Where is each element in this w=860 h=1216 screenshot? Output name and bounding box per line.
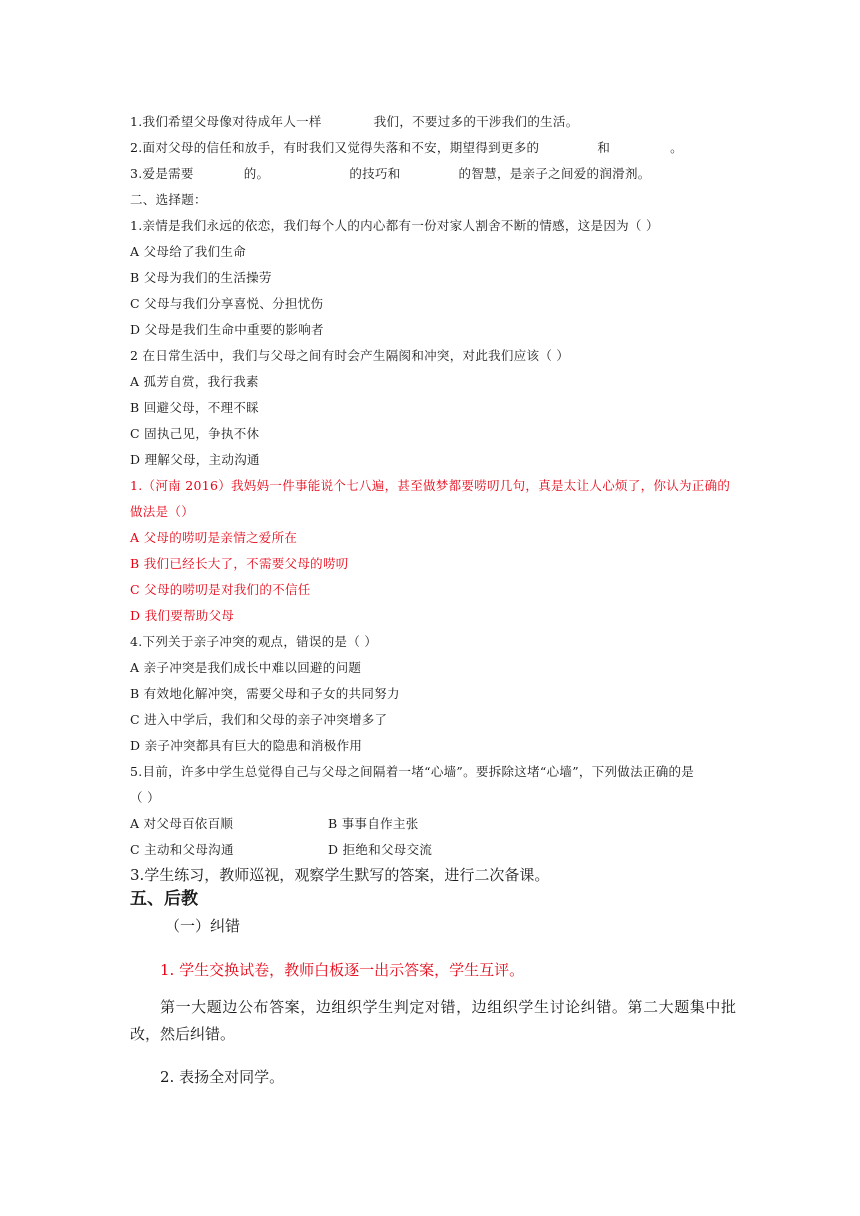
- section-heading-choice: 二、选择题：: [130, 192, 207, 207]
- question-3-stem-line-2: 做法是（）: [130, 504, 195, 519]
- fill-q1-text-a: 1.我们希望父母像对待成年人一样: [130, 114, 322, 129]
- question-4-stem: 4.下列关于亲子冲突的观点，错误的是（ ）: [130, 634, 378, 649]
- question-5-stem-line-2: （ ）: [130, 790, 160, 805]
- fill-q2-text-c: 。: [670, 140, 683, 155]
- question-2-option-d: D 理解父母，主动沟通: [130, 452, 260, 467]
- correction-paragraph: 第一大题边公布答案，边组织学生判定对错，边组织学生讨论纠错。第二大题集中批改，然后纠错。: [130, 998, 736, 1043]
- question-1-stem: 1.亲情是我们永远的依恋，我们每个人的内心都有一份对家人割舍不断的情感，这是因为（ ）: [130, 218, 659, 233]
- question-1-option-a: A 父母给了我们生命: [130, 244, 247, 259]
- question-4-option-a: A 亲子冲突是我们成长中难以回避的问题: [130, 660, 362, 675]
- question-5-option-a: A 对父母百依百顺: [130, 816, 234, 831]
- fill-q3-text-b: 的。: [243, 166, 270, 181]
- question-3-option-c: C 父母的唠叨是对我们的不信任: [130, 582, 311, 597]
- question-3-stem-line-1: 1.（河南 2016）我妈妈一件事能说个七八遍，甚至做梦都要唠叨几句，真是太让人心烦了，你认为正确的: [130, 478, 731, 493]
- fill-q1-text-b: 我们，不要过多的干涉我们的生活。: [373, 114, 579, 129]
- question-4-option-d: D 亲子冲突都具有巨大的隐患和消极作用: [130, 738, 363, 753]
- question-4-option-c: C 进入中学后，我们和父母的亲子冲突增多了: [130, 712, 388, 727]
- question-2-stem: 2 在日常生活中，我们与父母之间有时会产生隔阂和冲突，对此我们应该（ ）: [130, 348, 570, 363]
- fill-q3-text-a: 3.爱是需要: [130, 166, 194, 181]
- question-5-option-c: C 主动和父母沟通: [130, 842, 234, 857]
- correction-item-2: 2. 表扬全对同学。: [160, 1068, 285, 1086]
- correction-item-1: 1. 学生交换试卷，教师白板逐一出示答案，学生互评。: [160, 961, 525, 979]
- question-5-option-d: D 拒绝和父母交流: [328, 842, 433, 857]
- section-heading-after-teach: 五、后教: [130, 889, 198, 909]
- fill-q2-text-b: 和: [597, 140, 611, 155]
- question-1-option-b: B 父母为我们的生活操劳: [130, 270, 272, 285]
- question-3-option-a: A 父母的唠叨是亲情之爱所在: [130, 530, 298, 545]
- fill-q2-text-a: 2.面对父母的信任和放手，有时我们又觉得失落和不安，期望得到更多的: [130, 140, 540, 155]
- fill-question-3: [130, 166, 651, 182]
- question-3-option-b: B 我们已经长大了，不需要父母的唠叨: [130, 556, 349, 571]
- subheading-correction: （一）纠错: [165, 917, 241, 935]
- question-2-option-a: A 孤芳自赏，我行我素: [130, 374, 259, 389]
- fill-q3-text-c: 的技巧和: [349, 166, 401, 181]
- question-5-stem-line-1: 5.目前，许多中学生总觉得自己与父母之间隔着一堵“心墙”。要拆除这堵“心墙”，下列做法正确的是: [130, 764, 695, 779]
- question-2-option-c: C 固执己见，争执不休: [130, 426, 260, 441]
- fill-q3-text-d: 的智慧，是亲子之间爱的润滑剂。: [458, 166, 651, 181]
- question-1-option-c: C 父母与我们分享喜悦、分担忧伤: [130, 296, 324, 311]
- step-3-text: 3.学生练习，教师巡视，观察学生默写的答案，进行二次备课。: [130, 866, 550, 884]
- question-2-option-b: B 回避父母，不理不睬: [130, 400, 259, 415]
- fill-question-1: [130, 114, 579, 130]
- question-4-option-b: B 有效地化解冲突，需要父母和子女的共同努力: [130, 686, 400, 701]
- fill-question-2: [130, 140, 683, 156]
- question-3-option-d: D 我们要帮助父母: [130, 608, 235, 623]
- question-5-option-b: B 事事自作主张: [328, 816, 419, 831]
- question-1-option-d: D 父母是我们生命中重要的影响者: [130, 322, 324, 337]
